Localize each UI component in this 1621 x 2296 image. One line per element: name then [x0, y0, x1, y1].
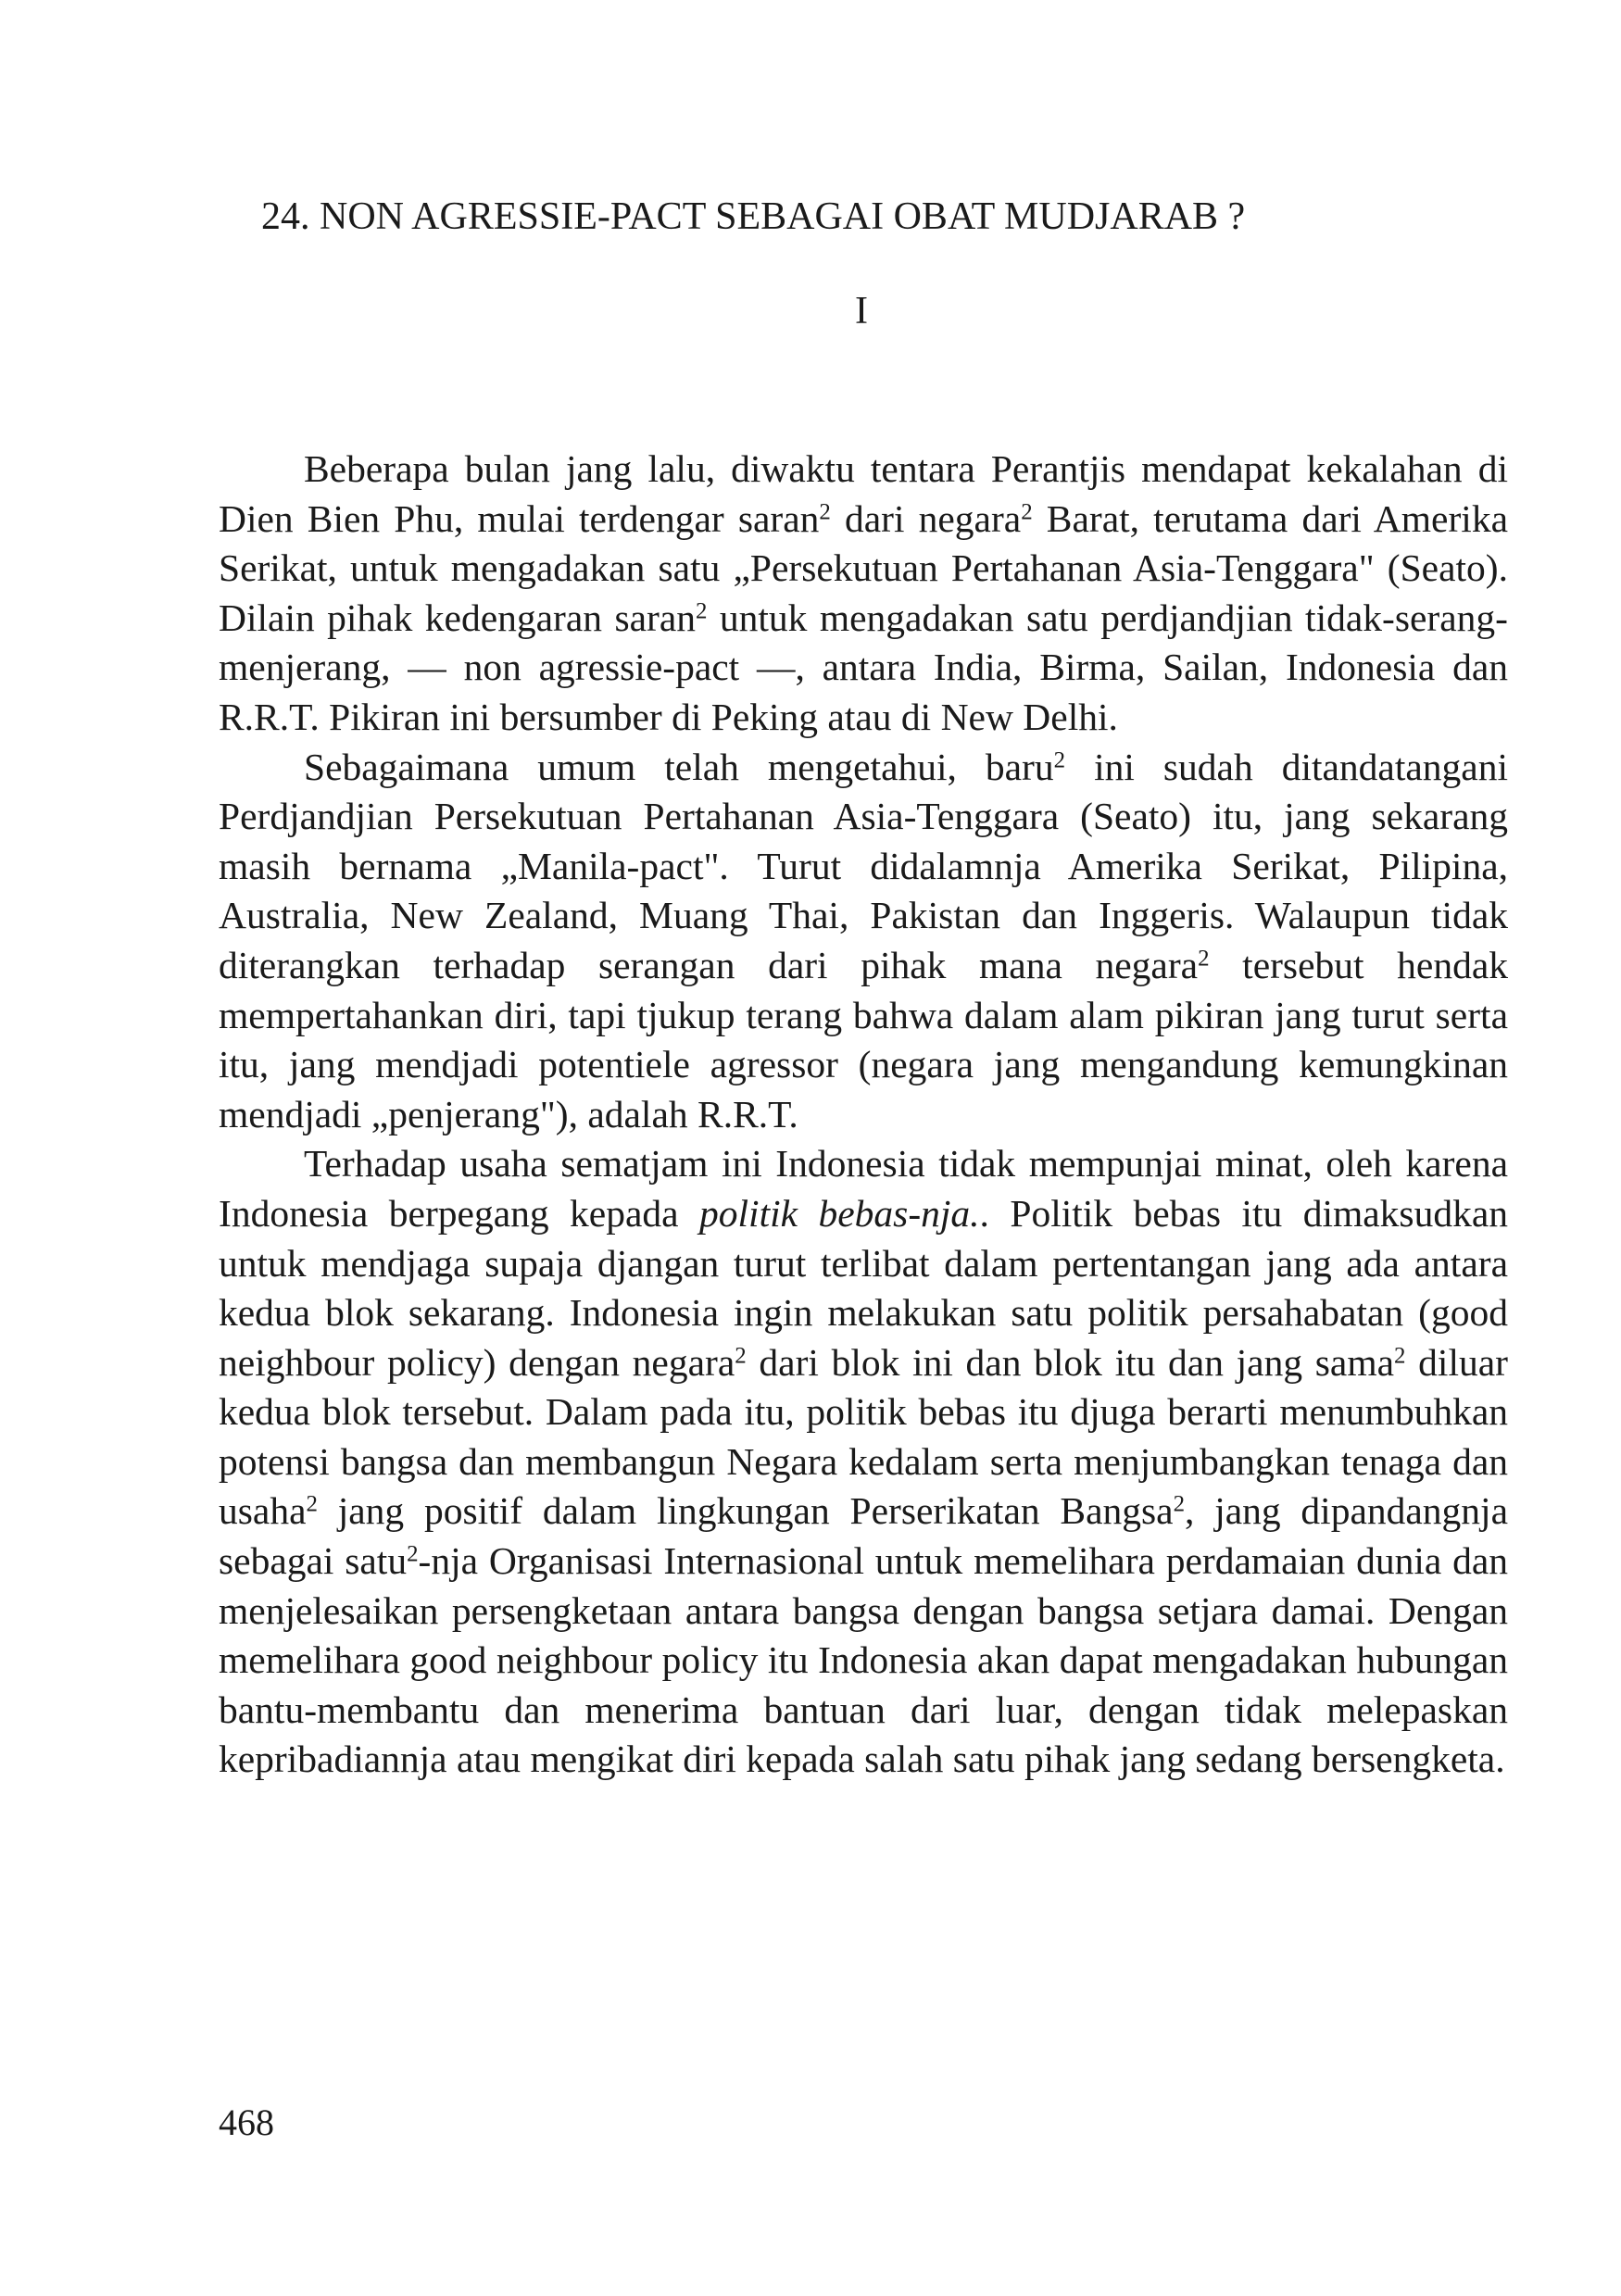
superscript-mark: 2 [407, 1541, 419, 1567]
paragraph-3-text-b: . Politik bebas itu dimaksudkan untuk mendjaga supaja djangan turut terlibat dalam pertentangan jang ada antara kedua blok sekarang. Indonesia ingin melakukan satu politik persahabatan (good neighbour policy) dengan negara [219, 1191, 1508, 1384]
superscript-mark: 2 [696, 598, 708, 624]
paragraph-3-text-f: , jang dipandangnja sebagai satu [219, 1489, 1508, 1583]
superscript-mark: 2 [1173, 1491, 1186, 1517]
paragraph-3 [219, 1139, 1508, 1785]
paragraph-1-text-a: Beberapa bulan jang lalu, diwaktu tentara Perantjis mendapat kekalahan di Dien Bien Phu, mulai terdengar saran [219, 447, 1508, 540]
paragraph-3-text-e: jang positif dalam lingkungan Perserikatan Bangsa [317, 1489, 1174, 1533]
page-number: 468 [219, 2102, 274, 2143]
paragraph-1-text-b: dari negara [830, 496, 1022, 540]
superscript-mark: 2 [1198, 946, 1210, 972]
superscript-mark: 2 [1394, 1343, 1406, 1368]
paragraph-3-italic-phrase: politik bebas-nja. [699, 1191, 980, 1235]
paragraph-2 [219, 743, 1508, 1140]
superscript-mark: 2 [1021, 498, 1033, 524]
superscript-mark: 2 [1053, 747, 1066, 772]
paragraph-1 [219, 445, 1508, 743]
paragraph-2-text-c: tersebut hendak mempertahankan diri, tapi tjukup terang bahwa dalam alam pikiran jang turut serta itu, jang mendjadi potentiele agressor (negara jang mengandung kemungkinan mendjadi „penjerang"), adalah R.R.T. [219, 943, 1508, 1135]
superscript-mark: 2 [735, 1343, 747, 1368]
paragraph-3-text-c: dari blok ini dan blok itu dan jang sama [746, 1340, 1395, 1384]
paragraph-3-text-a: Terhadap usaha sematjam ini Indonesia tidak mempunjai minat, oleh karena Indonesia berpegang kepada [219, 1142, 1508, 1235]
paragraph-3-text-d: diluar kedua blok tersebut. Dalam pada itu, politik bebas itu djuga berarti menumbuhkan potensi bangsa dan membangun Negara kedalam serta menjumbangkan tenaga dan usaha [219, 1340, 1508, 1533]
superscript-mark: 2 [819, 498, 831, 524]
chapter-title: 24. NON AGRESSIE-PACT SEBAGAI OBAT MUDJARAB ? [261, 195, 1246, 238]
section-numeral: I [855, 290, 868, 332]
paragraph-3-text-g: -nja Organisasi Internasional untuk memelihara perdamaian dunia dan menjelesaikan persengketaan antara bangsa dengan bangsa setjara damai. Dengan memelihara good neighbour policy itu Indonesia akan dapat mengadakan hubungan bantu-membantu dan menerima bantuan dari luar, dengan tidak melepaskan kepribadiannja atau mengikat diri kepada salah satu pihak jang sedang bersengketa. [219, 1539, 1508, 1781]
paragraph-2-text-a: Sebagaimana umum telah mengetahui, baru [304, 745, 1054, 788]
paragraph-2-text-b: ini sudah ditandatangani Perdjandjian Persekutuan Pertahanan Asia-Tenggara (Seato) itu, jang sekarang masih bernama „Manila-pact". Turut didalamnja Amerika Serikat, Pilipina, Australia, New Zealand, Muang Thai, Pakistan dan Inggeris. Walaupun tidak diterangkan terhadap serangan dari pihak mana negara [219, 745, 1508, 986]
paragraph-1-text-d: untuk mengadakan satu perdjandjian tidak-serang-menjerang, — non agressie-pact —, antara India, Birma, Sailan, Indonesia dan R.R.T. Pikiran ini bersumber di Peking atau di New Delhi. [219, 596, 1508, 738]
superscript-mark: 2 [306, 1491, 318, 1517]
paragraph-1-text-c: Barat, terutama dari Amerika Serikat, untuk mengadakan satu „Persekutuan Pertahanan Asia-Tenggara" (Seato). Dilain pihak kedengaran saran [219, 496, 1508, 639]
body-text [219, 445, 1508, 1785]
